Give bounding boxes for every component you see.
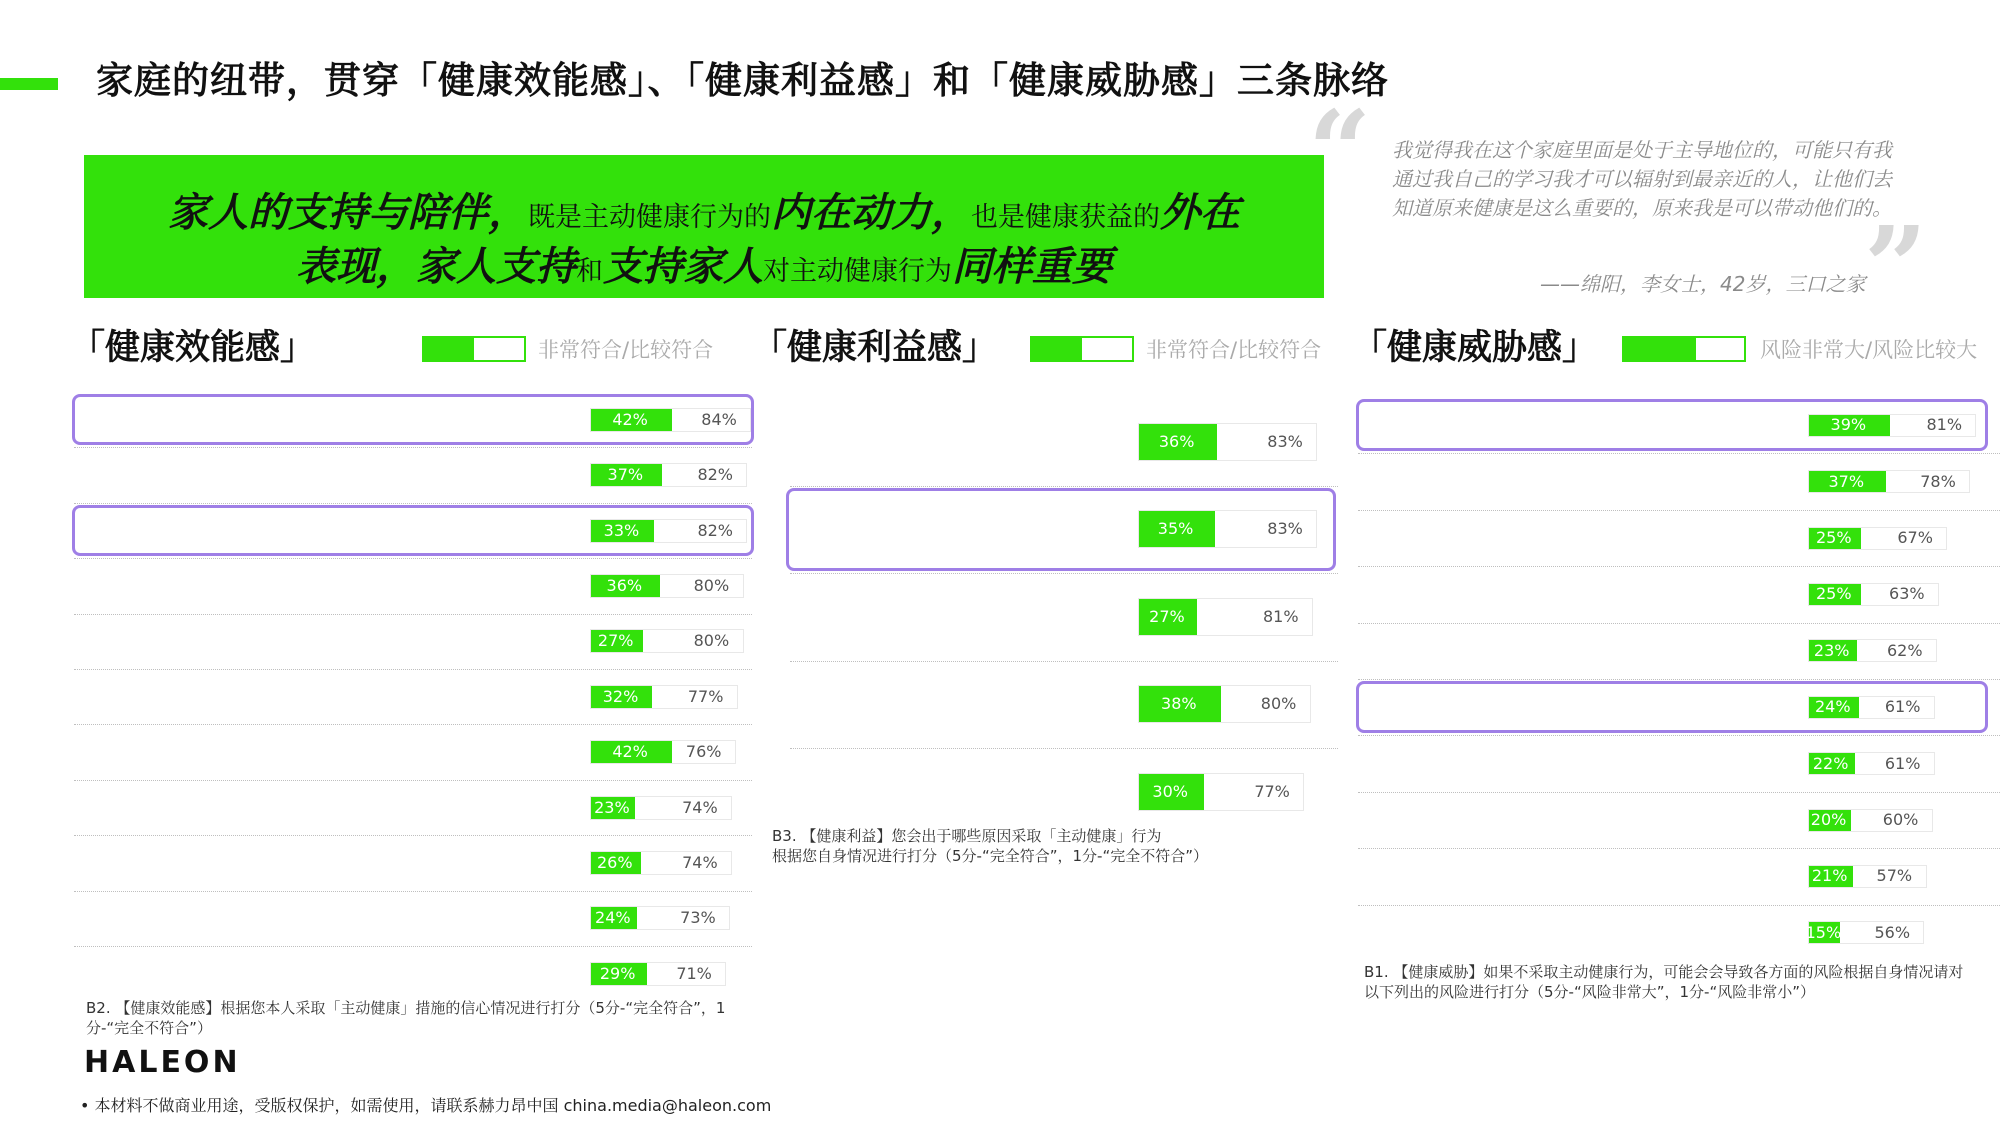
total-label: 80% bbox=[693, 631, 730, 651]
value-label: 36% bbox=[1158, 431, 1195, 451]
row-separator bbox=[74, 503, 752, 504]
banner-l2-segment: 支持家人 bbox=[603, 244, 763, 290]
title-accent-bar bbox=[0, 78, 58, 90]
total-label: 82% bbox=[697, 465, 733, 485]
footnote-benefit: B3. 【健康利益】您会出于哪些原因采取「主动健康」行为 根据您自身情况进行打分（5分-“完全符合”，1分-“完全不符合”） bbox=[772, 827, 1208, 865]
value-label: 25% bbox=[1816, 584, 1852, 604]
banner-l2-segment: 同样重要 bbox=[952, 244, 1112, 290]
row-separator bbox=[790, 748, 1338, 749]
legend-swatch-benefit bbox=[1030, 336, 1134, 362]
total-label: 67% bbox=[1897, 528, 1933, 547]
section-title-benefit: 「健康利益感」 bbox=[752, 328, 998, 368]
value-label: 24% bbox=[595, 908, 631, 928]
total-label: 84% bbox=[701, 409, 737, 429]
total-label: 78% bbox=[1920, 471, 1956, 491]
disclaimer: • 本材料不做商业用途，受版权保护，如需使用，请联系赫力昂中国 china.media@haleon.com bbox=[80, 1096, 772, 1115]
total-label: 77% bbox=[687, 686, 724, 706]
value-label: 38% bbox=[1161, 694, 1197, 714]
total-label: 77% bbox=[1254, 781, 1290, 801]
value-label: 15% bbox=[1805, 922, 1842, 942]
row-separator bbox=[1358, 453, 2000, 454]
value-label: 27% bbox=[597, 631, 634, 651]
banner-l1-segment: 外在 bbox=[1160, 190, 1240, 236]
row-separator bbox=[74, 946, 752, 947]
value-label: 32% bbox=[602, 686, 639, 706]
banner-line-1 bbox=[84, 181, 1324, 238]
row-separator bbox=[74, 447, 752, 448]
row-separator bbox=[790, 486, 1338, 487]
value-label: 37% bbox=[1828, 471, 1865, 491]
legend-label-efficacy: 非常符合/比较符合 bbox=[538, 338, 714, 362]
row-separator bbox=[1358, 905, 2000, 906]
value-label: 26% bbox=[596, 852, 633, 872]
value-label: 42% bbox=[612, 742, 648, 762]
total-label: 74% bbox=[682, 852, 718, 872]
total-label: 80% bbox=[1260, 694, 1297, 714]
value-label: 20% bbox=[1810, 810, 1847, 829]
haleon-logo: HALEON bbox=[84, 1045, 241, 1080]
value-label: 39% bbox=[1830, 415, 1867, 435]
value-label: 22% bbox=[1812, 753, 1849, 773]
row-separator bbox=[74, 614, 752, 615]
banner-l1-segment: 内在动力， bbox=[771, 190, 971, 236]
value-label: 29% bbox=[599, 963, 636, 983]
total-label: 83% bbox=[1267, 519, 1303, 539]
section-title-efficacy: 「健康效能感」 bbox=[70, 328, 316, 368]
value-label: 23% bbox=[594, 797, 630, 817]
total-label: 60% bbox=[1882, 810, 1919, 829]
total-label: 82% bbox=[697, 520, 733, 540]
total-label: 81% bbox=[1926, 415, 1963, 435]
total-label: 61% bbox=[1884, 697, 1921, 717]
section-title-threat: 「健康威胁感」 bbox=[1352, 328, 1598, 368]
value-label: 36% bbox=[606, 575, 643, 595]
banner-l1-segment: 既是主动健康行为的 bbox=[528, 202, 771, 233]
row-separator bbox=[74, 780, 752, 781]
value-label: 33% bbox=[603, 520, 640, 540]
banner-l1-segment: 家人的支持与陪伴， bbox=[168, 190, 528, 236]
value-label: 42% bbox=[612, 409, 648, 429]
total-label: 61% bbox=[1884, 753, 1921, 773]
quote-close-mark: ” bbox=[1864, 202, 1928, 331]
row-separator bbox=[1358, 792, 2000, 793]
value-label: 35% bbox=[1157, 519, 1194, 539]
row-separator bbox=[1358, 623, 2000, 624]
row-separator bbox=[74, 669, 752, 670]
total-label: 62% bbox=[1886, 640, 1923, 660]
total-label: 74% bbox=[682, 797, 718, 817]
row-separator bbox=[74, 891, 752, 892]
row-separator bbox=[74, 724, 752, 725]
total-label: 76% bbox=[685, 742, 722, 762]
value-label: 30% bbox=[1152, 781, 1188, 801]
value-label: 24% bbox=[1814, 697, 1851, 717]
row-separator bbox=[74, 835, 752, 836]
footnote-threat: B1. 【健康威胁】如果不采取主动健康行为，可能会会导致各方面的风险根据自身情况请对以下列出的风险进行打分（5分-“风险非常大”，1分-“风险非常小”） bbox=[1364, 963, 1964, 1001]
row-separator bbox=[1358, 679, 2000, 680]
row-separator bbox=[790, 573, 1338, 574]
value-label: 21% bbox=[1811, 866, 1848, 886]
total-label: 56% bbox=[1874, 922, 1911, 942]
banner-line-2 bbox=[84, 235, 1324, 292]
row-separator bbox=[74, 558, 752, 559]
quote-text: 我觉得我在这个家庭里面是处于主导地位的，可能只有我通过我自己的学习我才可以辐射到最亲近的人，让他们去知道原来健康是这么重要的，原来我是可以带动他们的。 bbox=[1392, 138, 1892, 220]
footnote-efficacy: B2. 【健康效能感】根据您本人采取「主动健康」措施的信心情况进行打分（5分-“完全符合”，1分-“完全不符合”） bbox=[86, 999, 726, 1037]
value-label: 23% bbox=[1813, 640, 1850, 660]
key-message-banner bbox=[84, 155, 1324, 298]
legend-label-threat: 风险非常大/风险比较大 bbox=[1760, 338, 1978, 362]
value-label: 27% bbox=[1149, 606, 1185, 626]
row-separator bbox=[1358, 510, 2000, 511]
row-separator bbox=[1358, 566, 2000, 567]
banner-l2-segment: 对主动健康行为 bbox=[763, 256, 952, 287]
banner-l1-segment: 也是健康获益的 bbox=[971, 202, 1160, 233]
total-label: 80% bbox=[693, 575, 730, 595]
total-label: 73% bbox=[680, 908, 716, 928]
page-title: 家庭的纽带，贯穿「健康效能感」、「健康利益感」和「健康威胁感」三条脉络 bbox=[96, 59, 1389, 102]
total-label: 57% bbox=[1876, 866, 1913, 886]
quote-author: ——绵阳，李女士，42岁，三口之家 bbox=[1540, 272, 1866, 296]
total-label: 71% bbox=[676, 963, 712, 983]
banner-l2-segment: 表现，家人支持 bbox=[296, 244, 576, 290]
value-label: 25% bbox=[1816, 528, 1852, 547]
total-label: 83% bbox=[1267, 431, 1303, 451]
legend-swatch-threat bbox=[1622, 336, 1746, 362]
total-label: 81% bbox=[1262, 606, 1299, 626]
row-separator bbox=[1358, 848, 2000, 849]
total-label: 63% bbox=[1889, 584, 1925, 604]
value-label: 37% bbox=[607, 465, 644, 485]
row-separator bbox=[790, 661, 1338, 662]
legend-swatch-efficacy bbox=[422, 336, 526, 362]
banner-l2-segment: 和 bbox=[576, 256, 603, 287]
row-separator bbox=[1358, 735, 2000, 736]
legend-label-benefit: 非常符合/比较符合 bbox=[1146, 338, 1322, 362]
quote-open-mark: “ bbox=[1308, 86, 1372, 215]
